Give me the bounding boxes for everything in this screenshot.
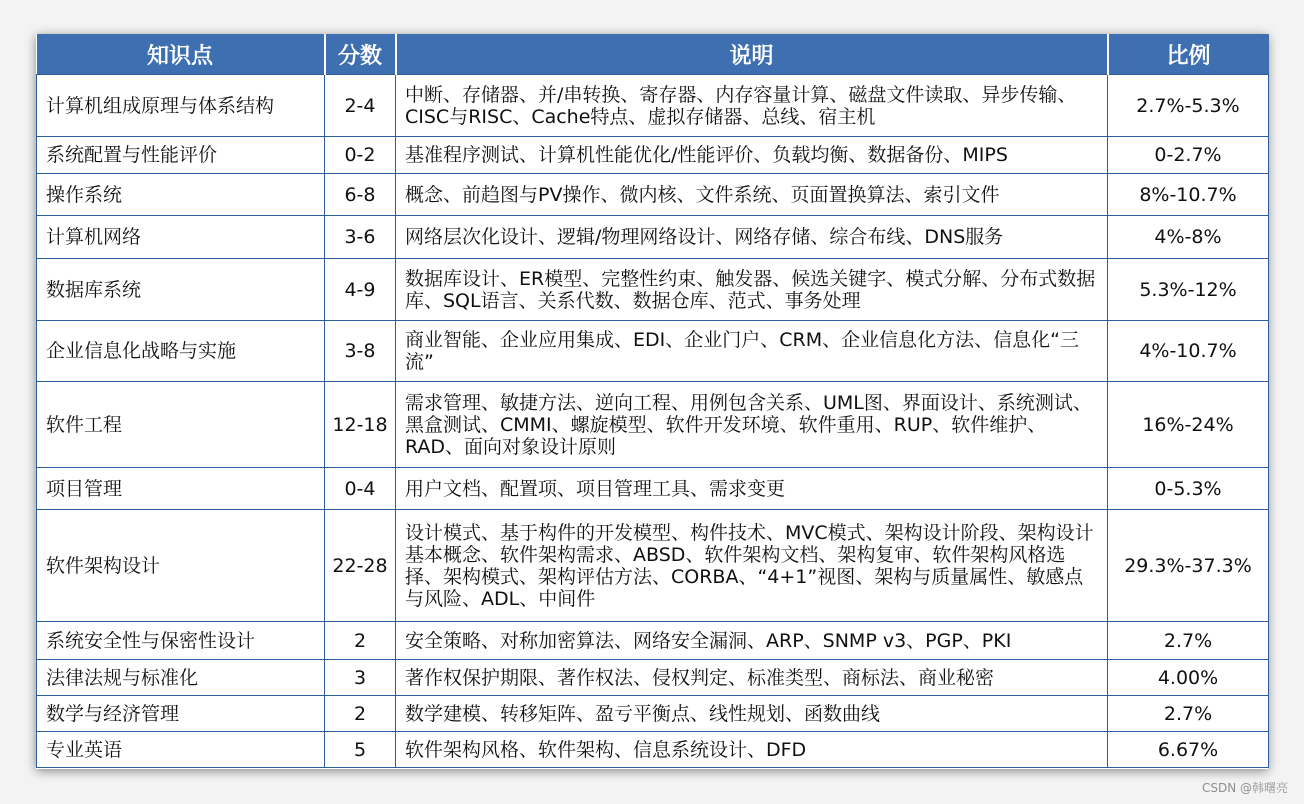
description-cell: 基准程序测试、计算机性能优化/性能评价、负载均衡、数据备份、MIPS bbox=[396, 137, 1108, 174]
ratio-cell: 6.67% bbox=[1108, 732, 1269, 768]
topic-cell: 软件工程 bbox=[37, 382, 325, 468]
table-row bbox=[37, 259, 1269, 321]
topic-cell: 项目管理 bbox=[37, 468, 325, 510]
header-description: 说明 bbox=[396, 34, 1108, 75]
description-cell: 网络层次化设计、逻辑/物理网络设计、网络存储、综合布线、DNS服务 bbox=[396, 216, 1108, 259]
table-row bbox=[37, 622, 1269, 660]
table-row bbox=[37, 216, 1269, 259]
score-cell: 3-8 bbox=[325, 321, 396, 382]
topic-cell: 企业信息化战略与实施 bbox=[37, 321, 325, 382]
table-row bbox=[37, 732, 1269, 768]
score-cell: 22-28 bbox=[325, 510, 396, 622]
ratio-cell: 0-5.3% bbox=[1108, 468, 1269, 510]
table-row bbox=[37, 382, 1269, 468]
score-cell: 3 bbox=[325, 660, 396, 696]
score-cell: 2-4 bbox=[325, 75, 396, 137]
topic-cell: 操作系统 bbox=[37, 174, 325, 216]
description-cell: 中断、存储器、并/串转换、寄存器、内存容量计算、磁盘文件读取、异步传输、CISC与RISC、Cache特点、虚拟存储器、总线、宿主机 bbox=[396, 75, 1108, 137]
table-row bbox=[37, 75, 1269, 137]
description-cell: 软件架构风格、软件架构、信息系统设计、DFD bbox=[396, 732, 1108, 768]
ratio-cell: 5.3%-12% bbox=[1108, 259, 1269, 321]
ratio-cell: 4%-10.7% bbox=[1108, 321, 1269, 382]
description-cell: 数学建模、转移矩阵、盈亏平衡点、线性规划、函数曲线 bbox=[396, 696, 1108, 732]
table-row bbox=[37, 660, 1269, 696]
csdn-watermark: CSDN @韩曙亮 bbox=[1201, 781, 1288, 795]
score-cell: 12-18 bbox=[325, 382, 396, 468]
header-topic: 知识点 bbox=[37, 34, 325, 75]
ratio-cell: 4.00% bbox=[1108, 660, 1269, 696]
table-row bbox=[37, 696, 1269, 732]
description-cell: 需求管理、敏捷方法、逆向工程、用例包含关系、UML图、界面设计、系统测试、黑盒测试、CMMI、螺旋模型、软件开发环境、软件重用、RUP、软件维护、RAD、面向对象设计原则 bbox=[396, 382, 1108, 468]
ratio-cell: 29.3%-37.3% bbox=[1108, 510, 1269, 622]
description-cell: 用户文档、配置项、项目管理工具、需求变更 bbox=[396, 468, 1108, 510]
score-cell: 6-8 bbox=[325, 174, 396, 216]
knowledge-table-card bbox=[36, 34, 1268, 769]
table-header-row bbox=[37, 34, 1269, 75]
description-cell: 数据库设计、ER模型、完整性约束、触发器、候选关键字、模式分解、分布式数据库、SQL语言、关系代数、数据仓库、范式、事务处理 bbox=[396, 259, 1108, 321]
score-cell: 0-2 bbox=[325, 137, 396, 174]
description-cell: 安全策略、对称加密算法、网络安全漏洞、ARP、SNMP v3、PGP、PKI bbox=[396, 622, 1108, 660]
ratio-cell: 0-2.7% bbox=[1108, 137, 1269, 174]
description-cell: 著作权保护期限、著作权法、侵权判定、标准类型、商标法、商业秘密 bbox=[396, 660, 1108, 696]
topic-cell: 专业英语 bbox=[37, 732, 325, 768]
topic-cell: 系统安全性与保密性设计 bbox=[37, 622, 325, 660]
topic-cell: 数据库系统 bbox=[37, 259, 325, 321]
score-cell: 5 bbox=[325, 732, 396, 768]
table-row bbox=[37, 174, 1269, 216]
table-row bbox=[37, 510, 1269, 622]
ratio-cell: 16%-24% bbox=[1108, 382, 1269, 468]
header-score: 分数 bbox=[325, 34, 396, 75]
table-row bbox=[37, 468, 1269, 510]
ratio-cell: 8%-10.7% bbox=[1108, 174, 1269, 216]
topic-cell: 计算机组成原理与体系结构 bbox=[37, 75, 325, 137]
description-cell: 概念、前趋图与PV操作、微内核、文件系统、页面置换算法、索引文件 bbox=[396, 174, 1108, 216]
ratio-cell: 4%-8% bbox=[1108, 216, 1269, 259]
table-row bbox=[37, 321, 1269, 382]
score-cell: 2 bbox=[325, 696, 396, 732]
table-row bbox=[37, 137, 1269, 174]
score-cell: 2 bbox=[325, 622, 396, 660]
knowledge-table bbox=[36, 34, 1269, 768]
topic-cell: 软件架构设计 bbox=[37, 510, 325, 622]
ratio-cell: 2.7% bbox=[1108, 696, 1269, 732]
score-cell: 0-4 bbox=[325, 468, 396, 510]
description-cell: 设计模式、基于构件的开发模型、构件技术、MVC模式、架构设计阶段、架构设计基本概念、软件架构需求、ABSD、软件架构文档、架构复审、软件架构风格选择、架构模式、架构评估方法、CORBA、“4+1”视图、架构与质量属性、敏感点与风险、ADL、中间件 bbox=[396, 510, 1108, 622]
topic-cell: 法律法规与标准化 bbox=[37, 660, 325, 696]
description-cell: 商业智能、企业应用集成、EDI、企业门户、CRM、企业信息化方法、信息化“三流” bbox=[396, 321, 1108, 382]
header-ratio: 比例 bbox=[1108, 34, 1269, 75]
ratio-cell: 2.7%-5.3% bbox=[1108, 75, 1269, 137]
ratio-cell: 2.7% bbox=[1108, 622, 1269, 660]
topic-cell: 计算机网络 bbox=[37, 216, 325, 259]
topic-cell: 系统配置与性能评价 bbox=[37, 137, 325, 174]
topic-cell: 数学与经济管理 bbox=[37, 696, 325, 732]
score-cell: 3-6 bbox=[325, 216, 396, 259]
score-cell: 4-9 bbox=[325, 259, 396, 321]
